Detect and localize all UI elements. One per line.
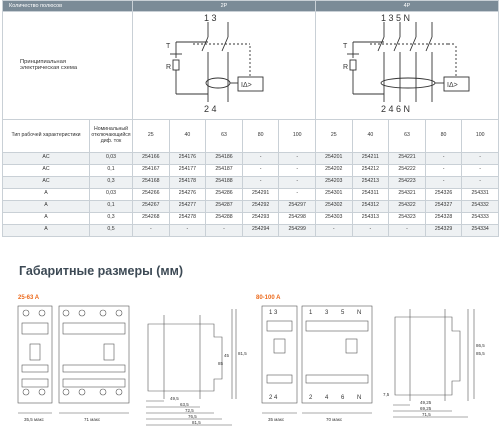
article-number-cell: 254312 bbox=[352, 200, 389, 212]
article-number-cell: 254286 bbox=[206, 188, 243, 200]
article-number-cell: 254303 bbox=[315, 212, 352, 224]
article-number-cell: 254301 bbox=[315, 188, 352, 200]
characteristic-type-cell: A bbox=[3, 212, 90, 224]
device-2p-large-top-terminals: 1 3 bbox=[269, 310, 278, 316]
diagram-2p-resistor-label: R bbox=[166, 64, 172, 71]
diagram-4p-cell bbox=[315, 12, 498, 120]
characteristic-type-cell: AC bbox=[3, 176, 90, 188]
dim-w3: 35 макс bbox=[268, 417, 285, 422]
dim-h3: 85 bbox=[218, 361, 224, 366]
article-number-cell: 254278 bbox=[169, 212, 206, 224]
dimensions-title: Габаритные размеры (мм) bbox=[19, 264, 184, 278]
residual-current-cell: 0,3 bbox=[90, 176, 133, 188]
col-header-rating: 80 bbox=[242, 119, 279, 152]
article-number-cell: - bbox=[389, 224, 426, 236]
device-2p-front bbox=[18, 306, 52, 403]
wiring-diagram-2p bbox=[133, 12, 315, 116]
diagram-2p-top-terminals: 1 3 bbox=[204, 13, 217, 23]
article-number-cell: 254329 bbox=[425, 224, 462, 236]
col-header-rating: 100 bbox=[462, 119, 499, 152]
article-number-cell: 254277 bbox=[169, 200, 206, 212]
dim-d6: 49,25 bbox=[420, 400, 432, 405]
article-number-cell: - bbox=[462, 176, 499, 188]
diagram-4p-test-label: T bbox=[342, 43, 348, 50]
col-header-current: Номинальный отключающийся диф. ток bbox=[90, 119, 133, 152]
article-number-cell: - bbox=[425, 164, 462, 176]
col-header-rating: 25 bbox=[315, 119, 352, 152]
device-2p-large-bottom-terminals: 2 4 bbox=[269, 395, 278, 401]
dim-h2: 45 bbox=[224, 353, 230, 358]
poles-count-label: Количество полюсов bbox=[3, 1, 133, 12]
article-number-cell: 254293 bbox=[242, 212, 279, 224]
article-number-cell: 254223 bbox=[389, 176, 426, 188]
residual-current-cell: 0,5 bbox=[90, 224, 133, 236]
article-number-cell: 254276 bbox=[169, 188, 206, 200]
article-number-cell: 254188 bbox=[206, 176, 243, 188]
article-number-cell: - bbox=[425, 176, 462, 188]
dim-h5: 85,5 bbox=[476, 351, 485, 356]
dimensions-group-25-63: 25-63 A bbox=[18, 295, 40, 301]
article-number-cell: 254291 bbox=[242, 188, 279, 200]
col-header-rating: 80 bbox=[425, 119, 462, 152]
col-header-rating: 40 bbox=[169, 119, 206, 152]
article-number-cell: - bbox=[462, 152, 499, 164]
col-header-rating: 100 bbox=[279, 119, 316, 152]
wiring-diagram-4p bbox=[316, 12, 498, 116]
article-number-cell: 254222 bbox=[389, 164, 426, 176]
article-number-cell: 254333 bbox=[462, 212, 499, 224]
characteristic-type-cell: A bbox=[3, 200, 90, 212]
article-number-cell: 254186 bbox=[206, 152, 243, 164]
characteristic-type-cell: AC bbox=[3, 164, 90, 176]
article-number-cell: - bbox=[279, 176, 316, 188]
device-4p-large-terminal-n: N bbox=[357, 310, 362, 316]
device-4p-large-terminal-4: 4 bbox=[325, 395, 329, 401]
article-number-cell: 254201 bbox=[315, 152, 352, 164]
dim-d4: 76,5 bbox=[188, 414, 197, 419]
article-number-cell: - bbox=[279, 164, 316, 176]
article-number-cell: - bbox=[206, 224, 243, 236]
table-row bbox=[3, 212, 499, 224]
article-number-cell: 254298 bbox=[279, 212, 316, 224]
device-4p-front bbox=[59, 306, 129, 403]
article-number-cell: 254177 bbox=[169, 164, 206, 176]
article-number-cell: - bbox=[133, 224, 170, 236]
device-2p-large-front bbox=[262, 306, 297, 403]
diagram-4p-resistor-label: R bbox=[342, 64, 349, 71]
dim-w2: 71 макс bbox=[84, 417, 101, 422]
residual-current-cell: 0,1 bbox=[90, 164, 133, 176]
table-row bbox=[3, 164, 499, 176]
dim-d3: 72,5 bbox=[185, 408, 194, 413]
dimensions-drawing bbox=[0, 295, 500, 435]
device-4p-large-terminal-n-bottom: N bbox=[357, 395, 362, 401]
dim-d8: 71,5 bbox=[422, 412, 431, 417]
article-number-cell: 254168 bbox=[133, 176, 170, 188]
col-header-rating: 25 bbox=[133, 119, 170, 152]
article-number-cell: 254212 bbox=[352, 164, 389, 176]
diagram-2p-cell bbox=[133, 12, 316, 120]
device-4p-large-terminal-5: 5 bbox=[341, 310, 345, 316]
article-number-cell: 254294 bbox=[242, 224, 279, 236]
table-row bbox=[3, 224, 499, 236]
article-number-cell: 254288 bbox=[206, 212, 243, 224]
article-number-cell: 254332 bbox=[462, 200, 499, 212]
diagram-2p-relay-label: IΔ> bbox=[241, 82, 252, 89]
article-number-cell: 254167 bbox=[133, 164, 170, 176]
article-number-cell: 254328 bbox=[425, 212, 462, 224]
dimensions-group-80-100: 80-100 A bbox=[256, 295, 281, 301]
dim-h1: 81,5 bbox=[238, 351, 247, 356]
article-number-cell: 254213 bbox=[352, 176, 389, 188]
article-number-cell: 254202 bbox=[315, 164, 352, 176]
col-header-rating: 63 bbox=[206, 119, 243, 152]
article-number-cell: 254297 bbox=[279, 200, 316, 212]
article-number-cell: 254187 bbox=[206, 164, 243, 176]
device-4p-large-terminal-6: 6 bbox=[341, 395, 345, 401]
article-number-cell: 254287 bbox=[206, 200, 243, 212]
diagram-4p-relay-label: IΔ> bbox=[446, 82, 458, 89]
article-number-cell: 254311 bbox=[352, 188, 389, 200]
article-number-cell: - bbox=[169, 224, 206, 236]
article-number-cell: 254166 bbox=[133, 152, 170, 164]
article-number-cell: 254331 bbox=[462, 188, 499, 200]
device-4p-large-front bbox=[302, 306, 372, 403]
article-number-cell: - bbox=[315, 224, 352, 236]
article-number-cell: 254302 bbox=[315, 200, 352, 212]
article-number-cell: - bbox=[425, 152, 462, 164]
table-row bbox=[3, 188, 499, 200]
col-header-rating: 40 bbox=[352, 119, 389, 152]
characteristic-type-cell: A bbox=[3, 224, 90, 236]
dim-d2: 63,5 bbox=[180, 402, 189, 407]
article-number-cell: 254268 bbox=[133, 212, 170, 224]
article-number-cell: 254323 bbox=[389, 212, 426, 224]
dim-d1: 49,5 bbox=[170, 396, 179, 401]
article-number-cell: - bbox=[279, 188, 316, 200]
article-number-cell: 254326 bbox=[425, 188, 462, 200]
characteristic-type-cell: A bbox=[3, 188, 90, 200]
article-number-cell: - bbox=[242, 152, 279, 164]
table-row bbox=[3, 176, 499, 188]
residual-current-cell: 0,1 bbox=[90, 200, 133, 212]
dim-w1: 35,5 макс bbox=[24, 417, 44, 422]
device-side-view-large bbox=[395, 317, 460, 395]
table-row bbox=[3, 152, 499, 164]
device-4p-large-terminal-1: 1 bbox=[309, 310, 313, 316]
device-side-view-small bbox=[148, 324, 222, 391]
diagram-2p-bottom-terminals: 2 4 bbox=[204, 104, 217, 114]
poles-2p-header: 2P bbox=[133, 1, 316, 12]
article-number-cell: 254211 bbox=[352, 152, 389, 164]
article-number-cell: - bbox=[279, 152, 316, 164]
article-number-cell: 254266 bbox=[133, 188, 170, 200]
article-number-cell: 254267 bbox=[133, 200, 170, 212]
residual-current-cell: 0,03 bbox=[90, 188, 133, 200]
dim-w4: 70 макс bbox=[326, 417, 343, 422]
article-number-cell: 254334 bbox=[462, 224, 499, 236]
article-number-cell: 254176 bbox=[169, 152, 206, 164]
article-number-cell: 254313 bbox=[352, 212, 389, 224]
article-number-cell: 254321 bbox=[389, 188, 426, 200]
dim-d9: 7,5 bbox=[383, 392, 390, 397]
poles-4p-header: 4P bbox=[315, 1, 498, 12]
diagram-row-label: Принципиальная электрическая схема bbox=[3, 12, 133, 120]
residual-current-cell: 0,03 bbox=[90, 152, 133, 164]
article-number-cell: 254299 bbox=[279, 224, 316, 236]
article-number-cell: - bbox=[242, 164, 279, 176]
product-table bbox=[2, 0, 499, 237]
article-number-cell: 254221 bbox=[389, 152, 426, 164]
article-number-cell: 254292 bbox=[242, 200, 279, 212]
device-4p-large-terminal-3: 3 bbox=[325, 310, 329, 316]
article-number-cell: 254327 bbox=[425, 200, 462, 212]
article-number-cell: - bbox=[352, 224, 389, 236]
col-header-type: Тип рабочей характеристики bbox=[3, 119, 90, 152]
dim-d5: 81,5 bbox=[192, 420, 201, 425]
col-header-rating: 63 bbox=[389, 119, 426, 152]
article-number-cell: 254203 bbox=[315, 176, 352, 188]
article-number-cell: 254178 bbox=[169, 176, 206, 188]
article-number-cell: - bbox=[242, 176, 279, 188]
characteristic-type-cell: AC bbox=[3, 152, 90, 164]
diagram-4p-bottom-terminals: 2 4 6 N bbox=[380, 104, 411, 114]
dim-h4: 86,5 bbox=[476, 343, 485, 348]
article-number-cell: - bbox=[462, 164, 499, 176]
diagram-4p-top-terminals: 1 3 5 N bbox=[380, 13, 411, 23]
dim-d7: 69,25 bbox=[420, 406, 432, 411]
residual-current-cell: 0,3 bbox=[90, 212, 133, 224]
article-number-cell: 254322 bbox=[389, 200, 426, 212]
device-4p-large-terminal-2: 2 bbox=[309, 395, 313, 401]
diagram-2p-test-label: T bbox=[166, 43, 171, 50]
table-row bbox=[3, 200, 499, 212]
